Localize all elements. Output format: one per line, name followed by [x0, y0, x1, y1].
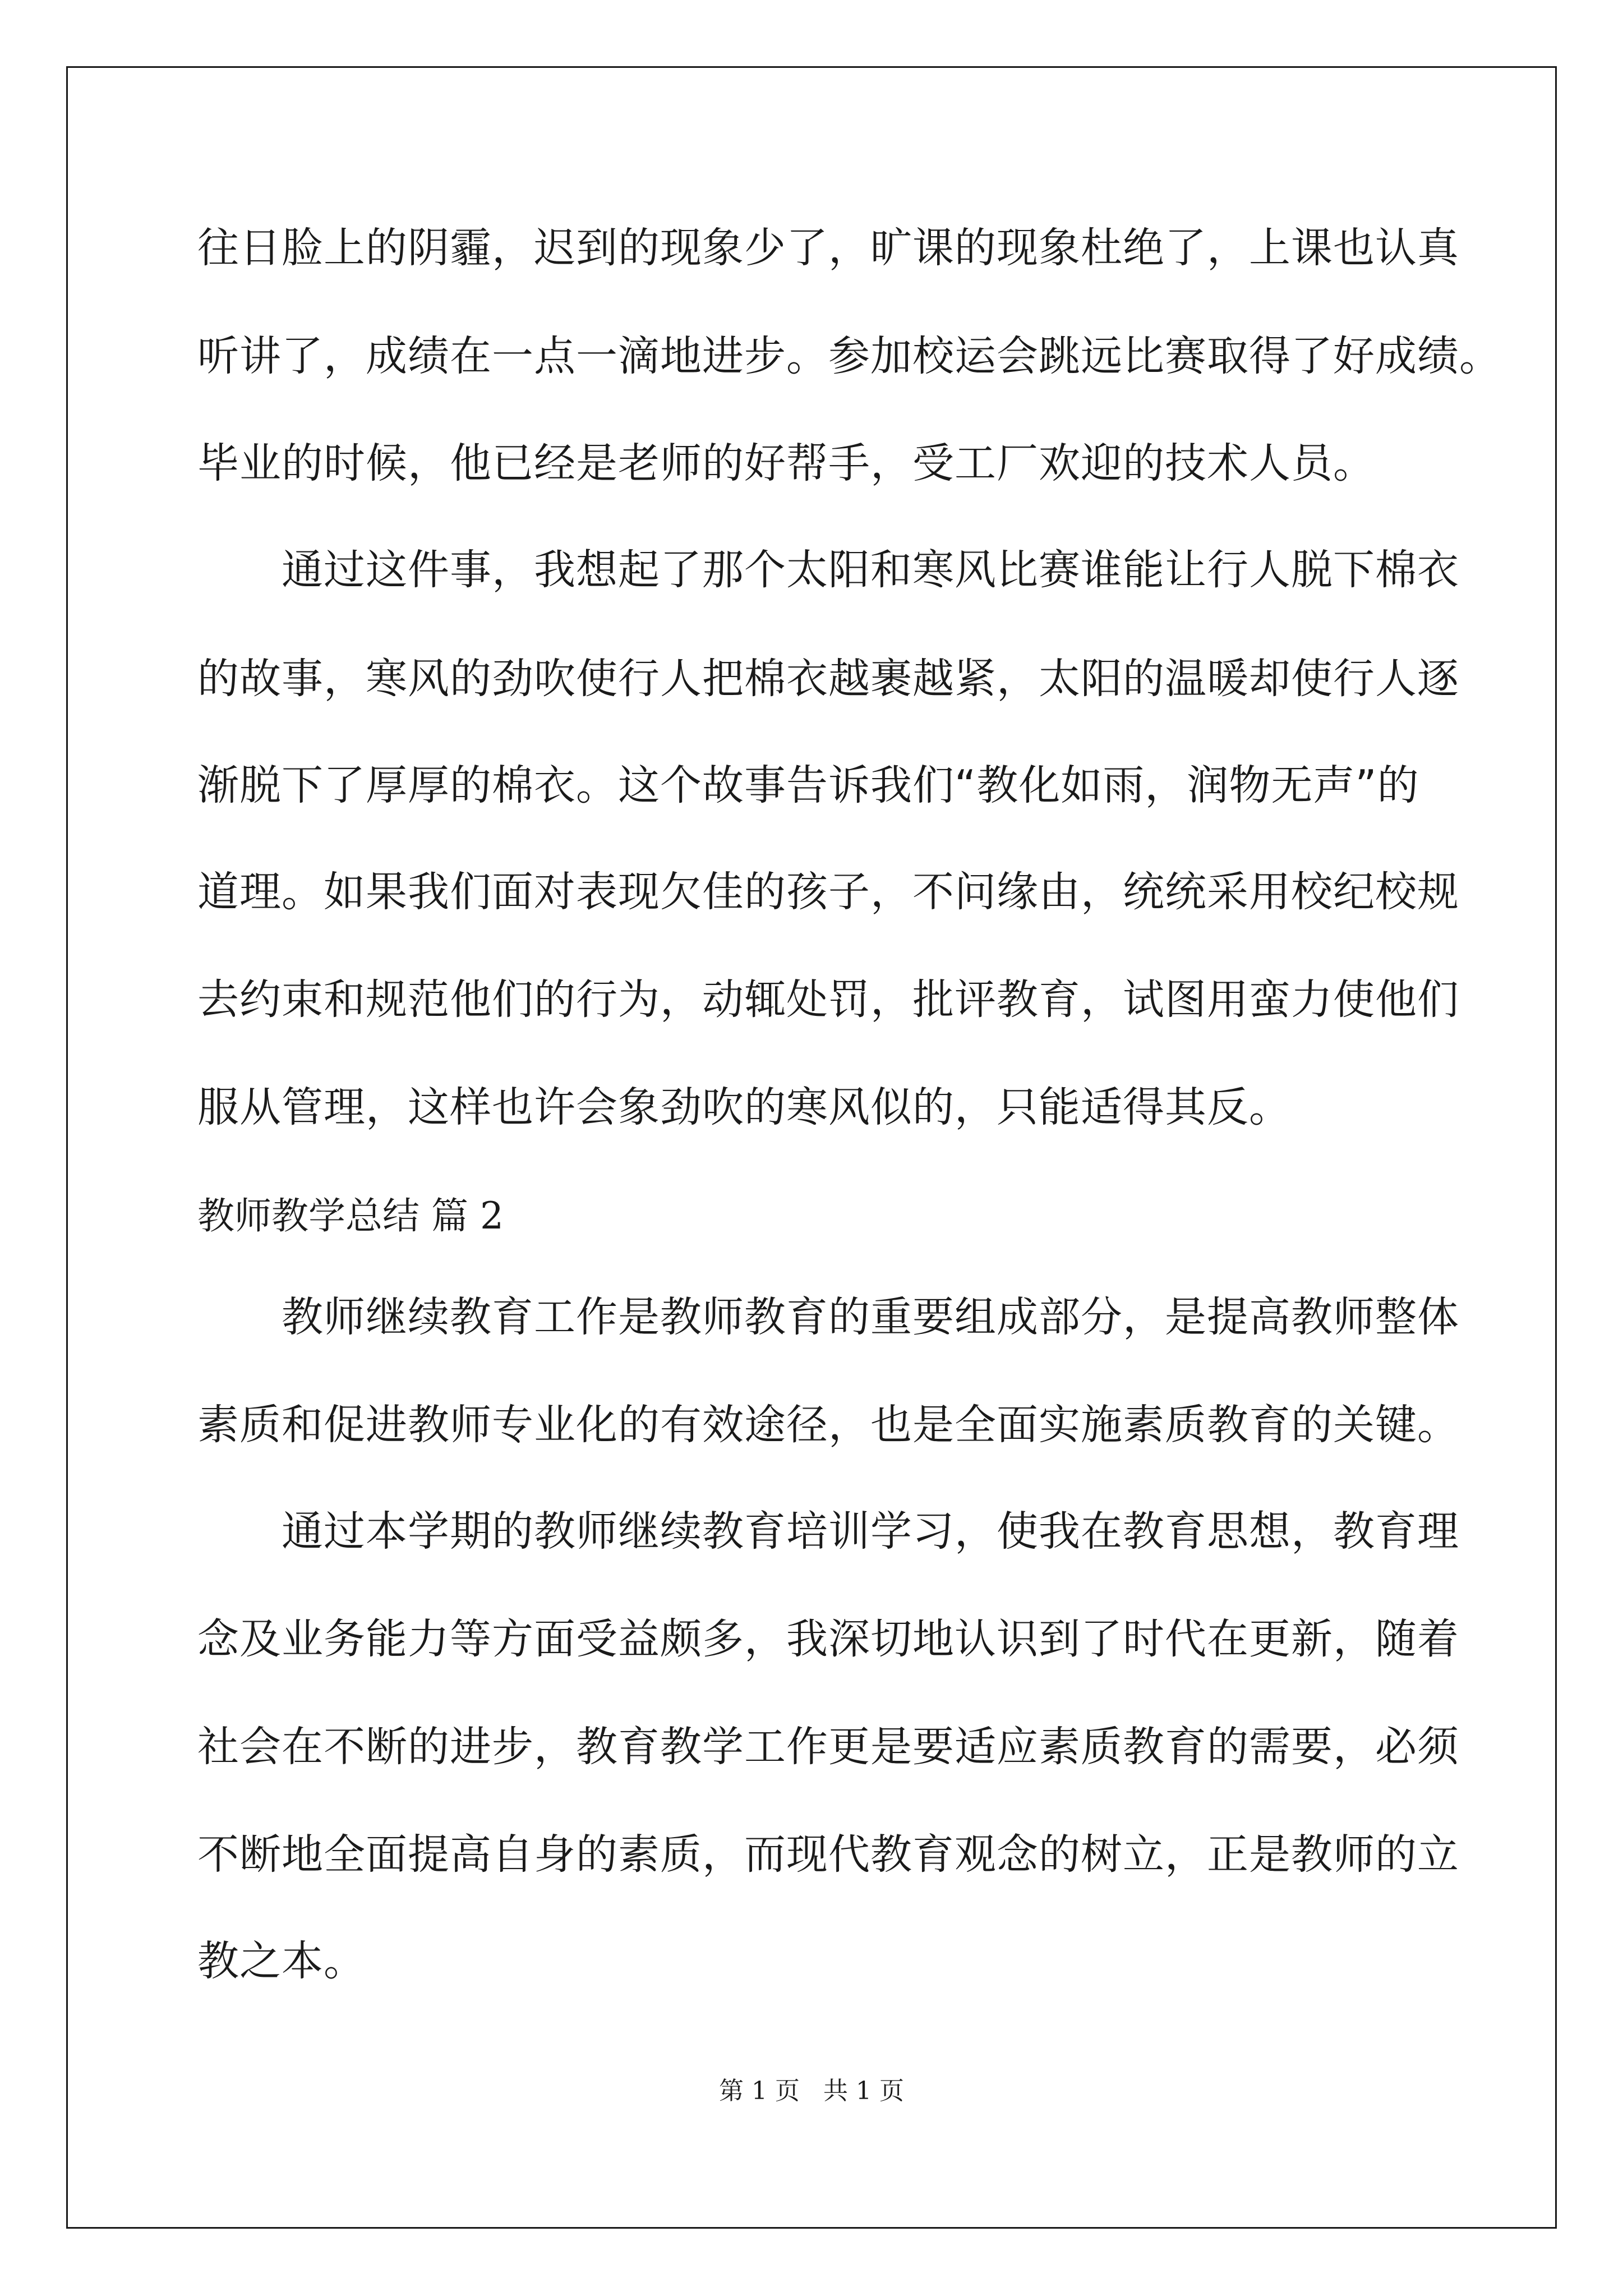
body-line: 毕业的时候，他已经是老师的好帮手，受工厂欢迎的技术人员。: [197, 439, 1375, 487]
body-line: 道理。如果我们面对表现欠佳的孩子，不问缘由，统统采用校纪校规: [197, 868, 1459, 916]
body-line: 不断地全面提高自身的素质，而现代教育观念的树立，正是教师的立: [197, 1830, 1459, 1879]
body-line: 渐脱下了厚厚的棉衣。这个故事告诉我们“教化如雨，润物无声”的: [197, 761, 1419, 809]
section-heading: 教师教学总结 篇 2: [197, 1194, 504, 1237]
body-line: 教师继续教育工作是教师教育的重要组成部分，是提高教师整体: [282, 1293, 1459, 1341]
body-line: 的故事，寒风的劲吹使行人把棉衣越裹越紧，太阳的温暖却使行人逐: [197, 655, 1459, 703]
body-line: 去约束和规范他们的行为，动辄处罚，批评教育，试图用蛮力使他们: [197, 976, 1459, 1024]
body-line: 往日脸上的阴霾，迟到的现象少了，旷课的现象杜绝了，上课也认真: [197, 224, 1459, 272]
page-footer: 第 1 页 共 1 页: [719, 2077, 904, 2105]
body-line: 素质和促进教师专业化的有效途径，也是全面实施素质教育的关键。: [197, 1401, 1459, 1449]
page-border: [66, 66, 1557, 2229]
body-line: 听讲了，成绩在一点一滴地进步。参加校运会跳远比赛取得了好成绩。: [197, 332, 1501, 380]
body-line: 通过本学期的教师继续教育培训学习，使我在教育思想，教育理: [282, 1507, 1459, 1556]
body-line: 社会在不断的进步，教育教学工作更是要适应素质教育的需要，必须: [197, 1723, 1459, 1771]
body-line: 服从管理，这样也许会象劲吹的寒风似的，只能适得其反。: [197, 1083, 1291, 1131]
body-line: 通过这件事，我想起了那个太阳和寒风比赛谁能让行人脱下棉衣: [282, 546, 1459, 594]
body-line: 教之本。: [197, 1937, 366, 1985]
body-line: 念及业务能力等方面受益颇多，我深切地认识到了时代在更新，随着: [197, 1615, 1459, 1663]
